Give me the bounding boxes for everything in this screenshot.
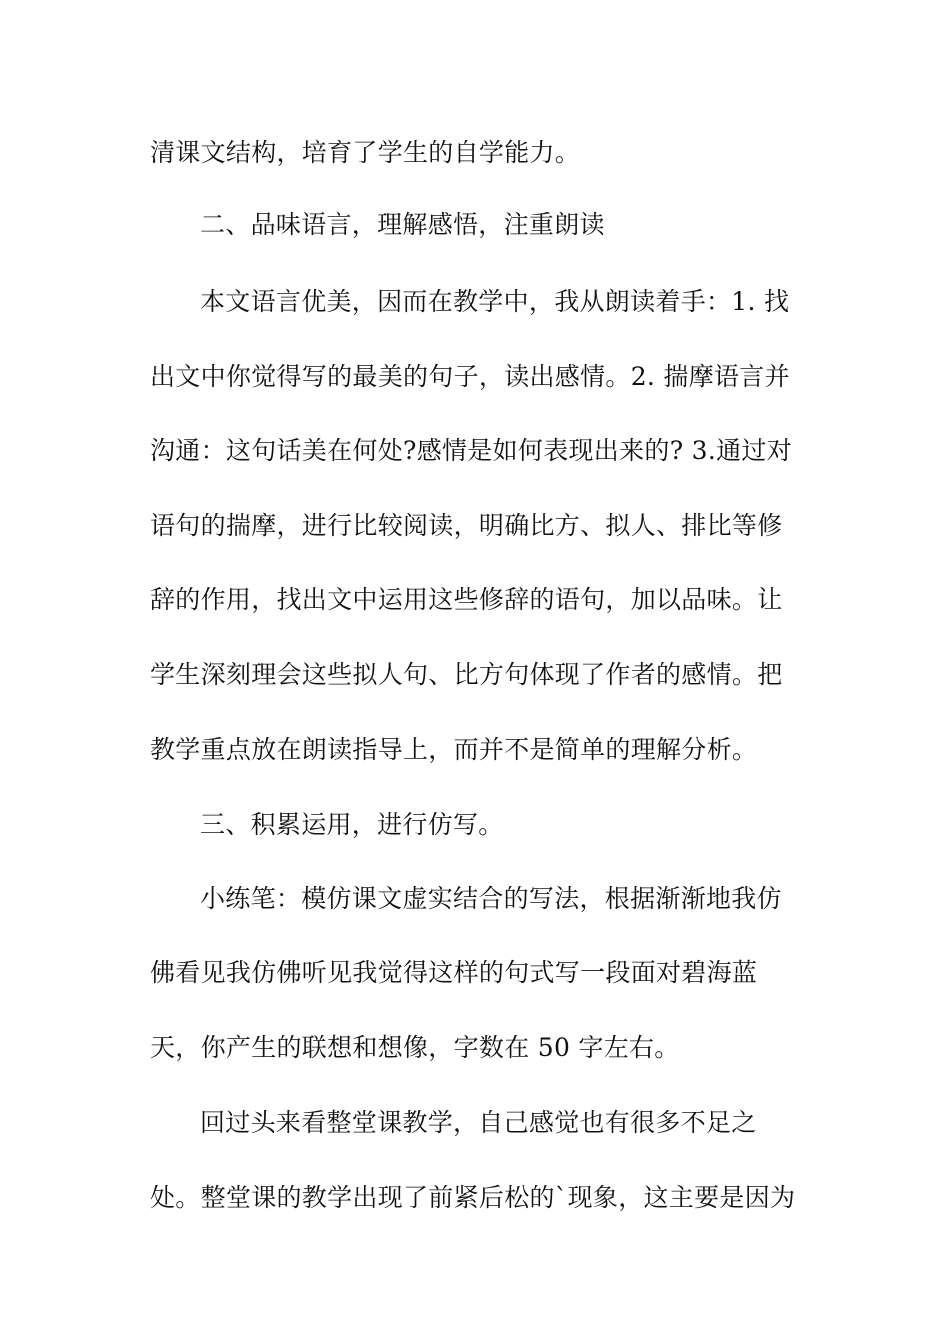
section-heading: 三、积累运用，进行仿写。 [200,810,504,839]
paragraph-line: 回过头来看整堂课教学，自己感觉也有很多不足之 [200,1108,757,1137]
paragraph-line: 清课文结构，培育了学生的自学能力。 [150,138,581,167]
paragraph-line: 教学重点放在朗读指导上，而并不是简单的理解分析。 [150,735,758,764]
section-heading: 二、品味语言，理解感悟，注重朗读 [200,210,605,239]
paragraph-line: 佛看见我仿佛听见我觉得这样的句式写一段面对碧海蓝 [150,958,758,987]
paragraph-line: 本文语言优美，因而在教学中，我从朗读着手：1. 找 [200,287,790,316]
paragraph-line: 出文中你觉得写的最美的句子，读出感情。2. 揣摩语言并 [150,362,790,391]
paragraph-line: 沟通：这句话美在何处?感情是如何表现出来的? 3.通过对 [150,436,793,465]
paragraph-line: 小练笔：模仿课文虚实结合的写法，根据渐渐地我仿 [200,884,782,913]
paragraph-line: 辞的作用，找出文中运用这些修辞的语句，加以品味。让 [150,585,783,614]
paragraph-line: 天，你产生的联想和想像，字数在 50 字左右。 [150,1033,680,1062]
paragraph-line: 语句的揣摩，进行比较阅读，明确比方、拟人、排比等修 [150,511,783,540]
paragraph-line: 处。整堂课的教学出现了前紧后松的`现象，这主要是因为 [150,1183,796,1212]
paragraph-line: 学生深刻理会这些拟人句、比方句体现了作者的感情。把 [150,660,783,689]
